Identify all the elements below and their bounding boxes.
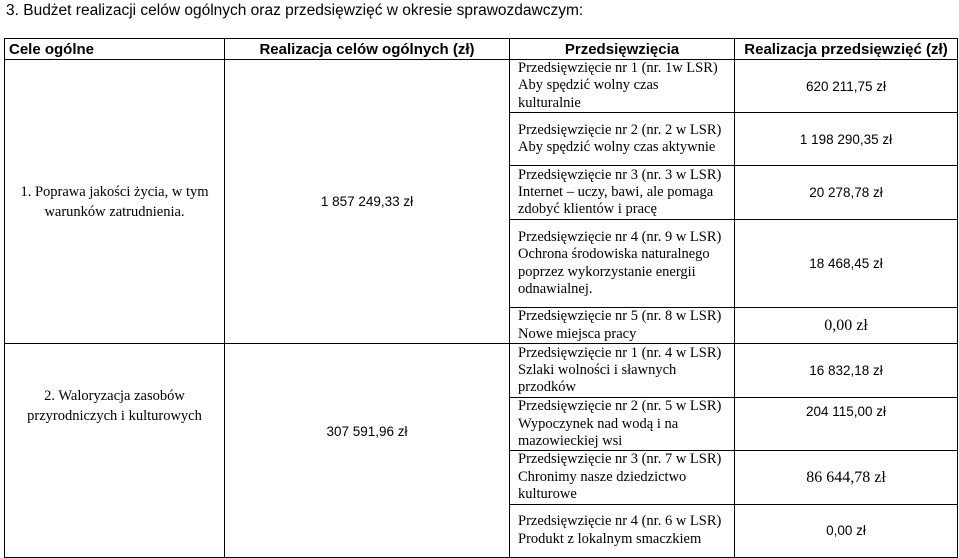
project-value-cell: 0,00 zł xyxy=(735,504,958,557)
project-value-cell: 1 198 290,35 zł xyxy=(735,113,958,166)
project-cell: Przedsięwzięcie nr 1 (nr. 4 w LSR) Szlaki wolności i sławnych przodków xyxy=(510,344,735,398)
project-cell: Przedsięwzięcie nr 2 (nr. 2 w LSR) Aby spędzić wolny czas aktywnie xyxy=(510,113,735,166)
project-cell: Przedsięwzięcie nr 3 (nr. 3 w LSR) Internet – uczy, bawi, ale pomaga zdobyć klientów i pracę xyxy=(510,166,735,220)
project-cell: Przedsięwzięcie nr 1 (nr. 1w LSR) Aby spędzić wolny czas kulturalnie xyxy=(510,60,735,113)
project-value-cell: 18 468,45 zł xyxy=(735,220,958,308)
header-goal-execution: Realizacja celów ogólnych (zł) xyxy=(225,39,510,60)
goal-amount-cell: 1 857 249,33 zł xyxy=(225,60,510,344)
project-cell: Przedsięwzięcie nr 4 (nr. 6 w LSR) Produkt z lokalnym smaczkiem xyxy=(510,504,735,557)
project-value-cell: 204 115,00 zł xyxy=(735,398,958,451)
section-heading: 3. Budżet realizacji celów ogólnych oraz przedsięwzięć w okresie sprawozdawczym: xyxy=(6,2,584,19)
project-value-cell: 16 832,18 zł xyxy=(735,344,958,398)
project-cell: Przedsięwzięcie nr 2 (nr. 5 w LSR) Wypoczynek nad wodą i na mazowieckiej wsi xyxy=(510,398,735,451)
header-project-execution: Realizacja przedsięwzięć (zł) xyxy=(735,39,958,60)
project-value-cell: 86 644,78 zł xyxy=(735,451,958,504)
budget-table xyxy=(4,38,958,558)
project-value-cell: 0,00 zł xyxy=(735,308,958,344)
goal-cell: 1. Poprawa jakości życia, w tym warunków zatrudnienia. xyxy=(5,60,225,344)
header-goals: Cele ogólne xyxy=(5,39,225,60)
project-value-cell: 20 278,78 zł xyxy=(735,166,958,220)
project-cell: Przedsięwzięcie nr 3 (nr. 7 w LSR) Chronimy nasze dziedzictwo kulturowe xyxy=(510,451,735,504)
header-projects: Przedsięwzięcia xyxy=(510,39,735,60)
project-cell: Przedsięwzięcie nr 5 (nr. 8 w LSR) Nowe miejsca pracy xyxy=(510,308,735,344)
header-row xyxy=(5,39,958,60)
table-row xyxy=(5,60,958,113)
project-cell: Przedsięwzięcie nr 4 (nr. 9 w LSR) Ochrona środowiska naturalnego poprzez wykorzystanie energii odnawialnej. xyxy=(510,220,735,308)
goal-amount-cell: 307 591,96 zł xyxy=(225,344,510,557)
table-row xyxy=(5,344,958,398)
project-value-cell: 620 211,75 zł xyxy=(735,60,958,113)
goal-cell: 2. Waloryzacja zasobów przyrodniczych i kulturowych xyxy=(5,344,225,557)
